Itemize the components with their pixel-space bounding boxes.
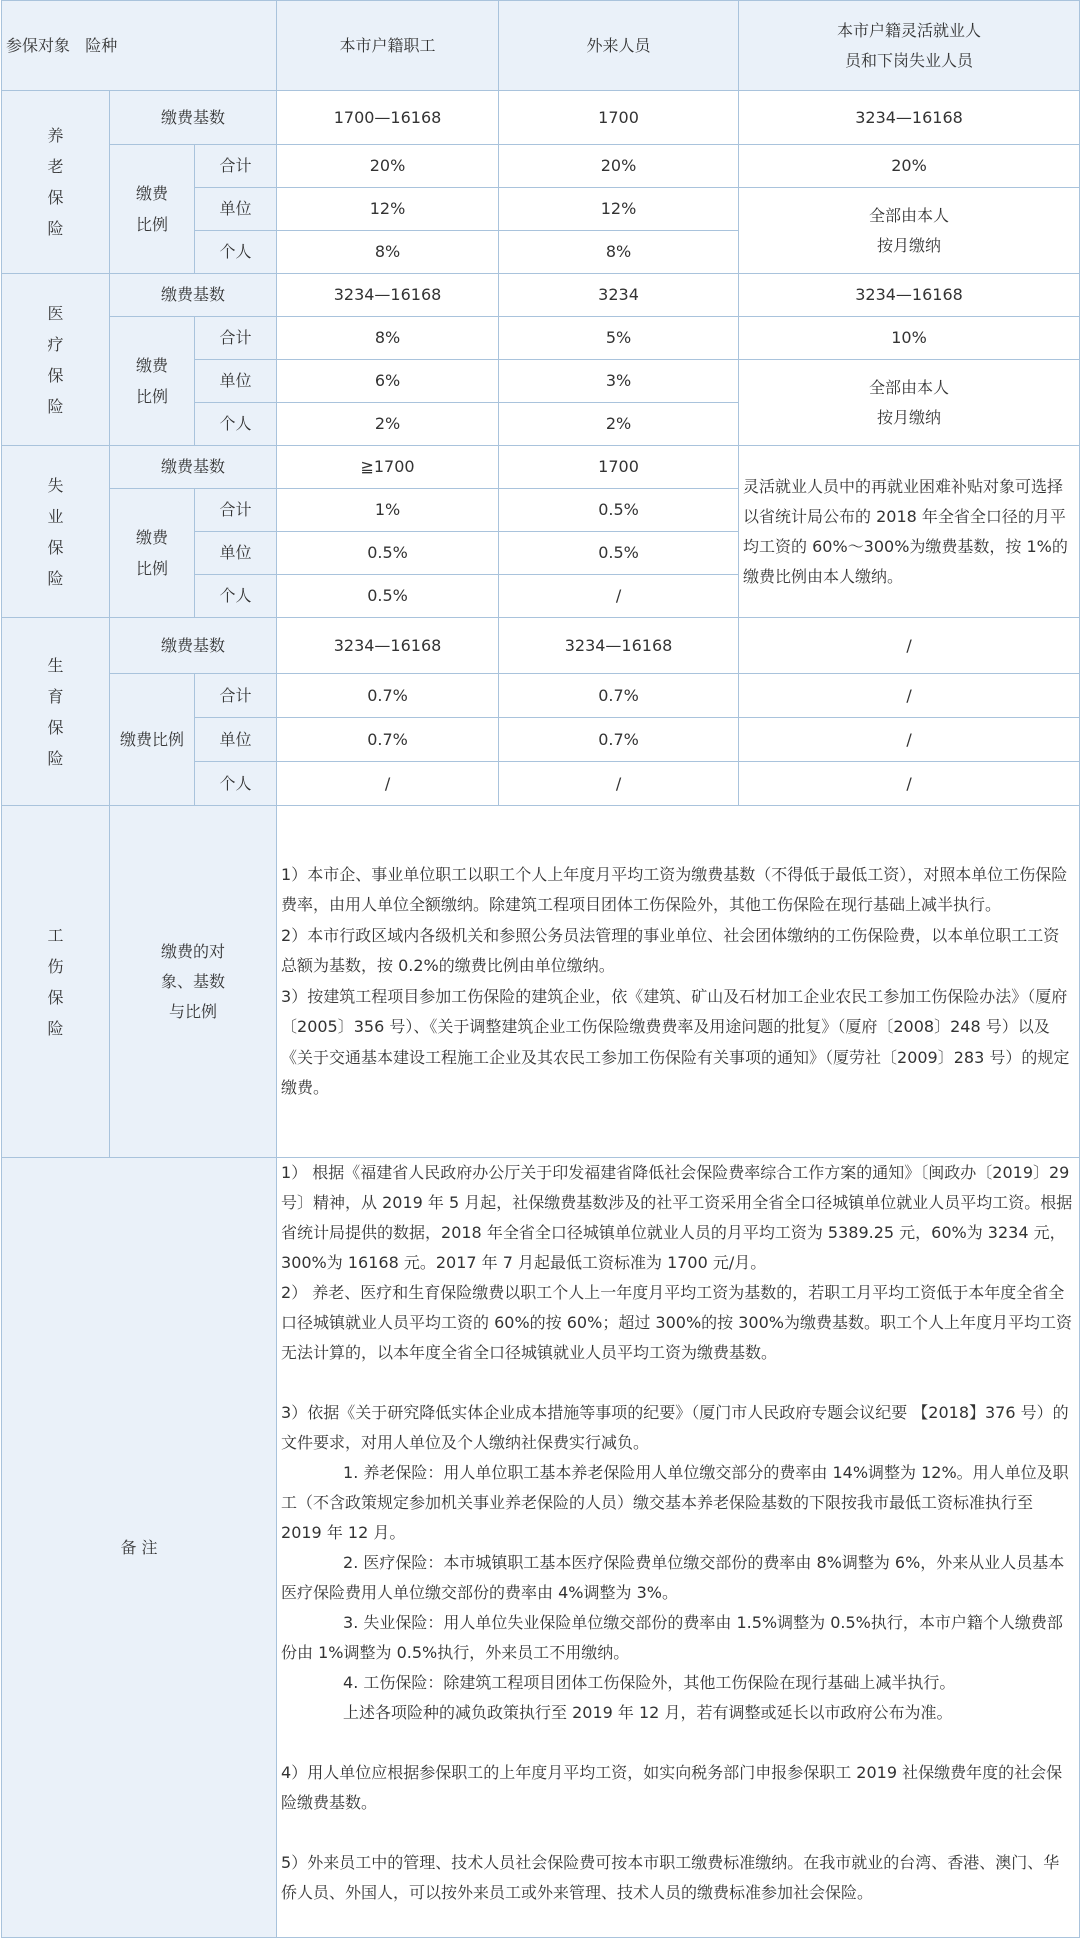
- medical-total-flexible: 10%: [739, 317, 1080, 360]
- header-local-workers: 本市户籍职工: [277, 1, 499, 91]
- pension-total-migrant: 20%: [499, 145, 739, 188]
- maternity-personal-flexible: /: [739, 762, 1080, 806]
- medical-ratio-label: 缴费 比例: [110, 317, 195, 446]
- medical-total-migrant: 5%: [499, 317, 739, 360]
- unemployment-total-local: 1%: [277, 489, 499, 532]
- social-insurance-table: [1, 0, 1080, 1938]
- injury-rules: [277, 806, 1080, 1158]
- medical-personal-label: 个人: [195, 403, 277, 446]
- unemployment-total-label: 合计: [195, 489, 277, 532]
- medical-base-migrant: 3234: [499, 274, 739, 317]
- maternity-unit-label: 单位: [195, 718, 277, 762]
- maternity-unit-local: 0.7%: [277, 718, 499, 762]
- unemployment-ratio-label: 缴费 比例: [110, 489, 195, 618]
- pension-ratio-label: 缴费 比例: [110, 145, 195, 274]
- remark-1: 1） 根据《福建省人民政府办公厅关于印发福建省降低社会保险费率综合工作方案的通知》〔闽政办〔2019〕29 号〕精神，从 2019 年 5 月起，社保缴费基数涉及的社平工资采用全省全口径城镇单位就业人员平均工资。根据省统计局提供的数据，2018 年全省全口径城镇单位就业人员的月平均工资为 5389.25 元，60%为 3234 元，300%为 16168 元。2017 年 7 月起最低工资标准为 1700 元/月。: [281, 1163, 1073, 1272]
- maternity-unit-flexible: /: [739, 718, 1080, 762]
- pension-personal-migrant: 8%: [499, 231, 739, 274]
- medical-unit-migrant: 3%: [499, 360, 739, 403]
- unemployment-unit-migrant: 0.5%: [499, 532, 739, 575]
- medical-personal-migrant: 2%: [499, 403, 739, 446]
- pension-unit-label: 单位: [195, 188, 277, 231]
- injury-insurance-label: 工 伤 保 险: [2, 806, 110, 1158]
- unemployment-total-migrant: 0.5%: [499, 489, 739, 532]
- injury-rule-1: 1）本市企、事业单位职工以职工个人上年度月平均工资为缴费基数（不得低于最低工资），对照本单位工伤保险费率，由用人单位全额缴纳。除建筑工程项目团体工伤保险外，其他工伤保险在现行基础上减半执行。: [281, 864, 1068, 914]
- pension-total-flexible: 20%: [739, 145, 1080, 188]
- unemployment-unit-label: 单位: [195, 532, 277, 575]
- unemployment-unit-local: 0.5%: [277, 532, 499, 575]
- pension-unit-local: 12%: [277, 188, 499, 231]
- pension-base-label: 缴费基数: [110, 91, 277, 145]
- medical-base-flexible: 3234—16168: [739, 274, 1080, 317]
- maternity-unit-migrant: 0.7%: [499, 718, 739, 762]
- pension-insurance-label: 养 老 保 险: [2, 91, 110, 274]
- pension-total-local: 20%: [277, 145, 499, 188]
- injury-rule-2: 2）本市行政区域内各级机关和参照公务员法管理的事业单位、社会团体缴纳的工伤保险费，以本单位职工工资总额为基数，按 0.2%的缴费比例由单位缴纳。: [281, 925, 1060, 975]
- maternity-personal-label: 个人: [195, 762, 277, 806]
- header-migrant-workers: 外来人员: [499, 1, 739, 91]
- maternity-ratio-label: 缴费比例: [110, 674, 195, 806]
- unemployment-base-migrant: 1700: [499, 446, 739, 489]
- unemployment-base-local: ≧1700: [277, 446, 499, 489]
- unemployment-personal-local: 0.5%: [277, 575, 499, 618]
- pension-unit-migrant: 12%: [499, 188, 739, 231]
- maternity-personal-migrant: /: [499, 762, 739, 806]
- maternity-insurance-label: 生 育 保 险: [2, 618, 110, 806]
- maternity-total-migrant: 0.7%: [499, 674, 739, 718]
- maternity-personal-local: /: [277, 762, 499, 806]
- pension-total-label: 合计: [195, 145, 277, 188]
- header-corner: 参保对象 险种: [2, 1, 277, 91]
- remark-3-medical: 2. 医疗保险：本市城镇职工基本医疗保险费单位缴交部份的费率由 8%调整为 6%，外来从业人员基本医疗保险费用人单位缴交部份的费率由 4%调整为 3%。: [281, 1553, 1065, 1602]
- remark-2: 2） 养老、医疗和生育保险缴费以职工个人上一年度月平均工资为基数的，若职工月平均工资低于本年度全省全口径城镇就业人员平均工资的 60%的按 60%；超过 300%的按 300%为缴费基数。职工个人上年度月平均工资无法计算的，以本年度全省全口径城镇就业人员平均工资为缴费基数。: [281, 1283, 1072, 1362]
- injury-scope-label: 缴费的对 象、基数 与比例: [110, 806, 277, 1158]
- maternity-base-label: 缴费基数: [110, 618, 277, 674]
- pension-self-pay-note: 全部由本人 按月缴纳: [739, 188, 1080, 274]
- remark-3-duration: 上述各项险种的减负政策执行至 2019 年 12 月，若有调整或延长以市政府公布为准。: [343, 1703, 953, 1722]
- pension-personal-label: 个人: [195, 231, 277, 274]
- medical-unit-label: 单位: [195, 360, 277, 403]
- maternity-base-migrant: 3234—16168: [499, 618, 739, 674]
- maternity-base-flexible: /: [739, 618, 1080, 674]
- maternity-base-local: 3234—16168: [277, 618, 499, 674]
- maternity-total-flexible: /: [739, 674, 1080, 718]
- remark-3-unemployment: 3. 失业保险：用人单位失业保险单位缴交部份的费率由 1.5%调整为 0.5%执行，本市户籍个人缴费部份由 1%调整为 0.5%执行，外来员工不用缴纳。: [281, 1613, 1063, 1662]
- pension-personal-local: 8%: [277, 231, 499, 274]
- medical-base-local: 3234—16168: [277, 274, 499, 317]
- remark-3-pension: 1. 养老保险：用人单位职工基本养老保险用人单位缴交部分的费率由 14%调整为 12%。用人单位及职工（不含政策规定参加机关事业养老保险的人员）缴交基本养老保险基数的下限按我市最低工资标准执行至 2019 年 12 月。: [281, 1463, 1069, 1542]
- unemployment-personal-migrant: /: [499, 575, 739, 618]
- medical-base-label: 缴费基数: [110, 274, 277, 317]
- remarks-label: 备 注: [2, 1158, 277, 1938]
- injury-rule-3: 3）按建筑工程项目参加工伤保险的建筑企业，依《建筑、矿山及石材加工企业农民工参加工伤保险办法》（厦府〔2005〕356 号）、《关于调整建筑企业工伤保险缴费费率及用途问题的批复》（厦府〔2008〕248 号）以及《关于交通基本建设工程施工企业及其农民工参加工伤保险有关事项的通知》（厦劳社〔2009〕283 号）的规定缴费。: [281, 986, 1070, 1097]
- remark-3: 3）依据《关于研究降低实体企业成本措施等事项的纪要》（厦门市人民政府专题会议纪要 【2018】376 号）的文件要求，对用人单位及个人缴纳社保费实行减负。: [281, 1403, 1069, 1452]
- unemployment-base-label: 缴费基数: [110, 446, 277, 489]
- remark-4: 4）用人单位应根据参保职工的上年度月平均工资，如实向税务部门申报参保职工 2019 社保缴费年度的社会保险缴费基数。: [281, 1763, 1063, 1812]
- medical-insurance-label: 医 疗 保 险: [2, 274, 110, 446]
- unemployment-personal-label: 个人: [195, 575, 277, 618]
- unemployment-flexible-note: 灵活就业人员中的再就业困难补贴对象可选择以省统计局公布的 2018 年全省全口径的月平均工资的 60%～300%为缴费基数，按 1%的缴费比例由本人缴纳。: [739, 446, 1080, 618]
- remark-5: 5）外来员工中的管理、技术人员社会保险费可按本市职工缴费标准缴纳。在我市就业的台湾、香港、澳门、华侨人员、外国人，可以按外来员工或外来管理、技术人员的缴费标准参加社会保险。: [281, 1853, 1060, 1902]
- remarks-content: [277, 1158, 1080, 1938]
- remark-3-injury: 4. 工伤保险：除建筑工程项目团体工伤保险外，其他工伤保险在现行基础上减半执行。: [343, 1673, 956, 1692]
- medical-unit-local: 6%: [277, 360, 499, 403]
- medical-total-local: 8%: [277, 317, 499, 360]
- pension-base-flexible: 3234—16168: [739, 91, 1080, 145]
- maternity-total-local: 0.7%: [277, 674, 499, 718]
- medical-self-pay-note: 全部由本人 按月缴纳: [739, 360, 1080, 446]
- unemployment-insurance-label: 失 业 保 险: [2, 446, 110, 618]
- maternity-total-label: 合计: [195, 674, 277, 718]
- header-flexible-workers: 本市户籍灵活就业人 员和下岗失业人员: [739, 1, 1080, 91]
- pension-base-migrant: 1700: [499, 91, 739, 145]
- medical-personal-local: 2%: [277, 403, 499, 446]
- pension-base-local: 1700—16168: [277, 91, 499, 145]
- medical-total-label: 合计: [195, 317, 277, 360]
